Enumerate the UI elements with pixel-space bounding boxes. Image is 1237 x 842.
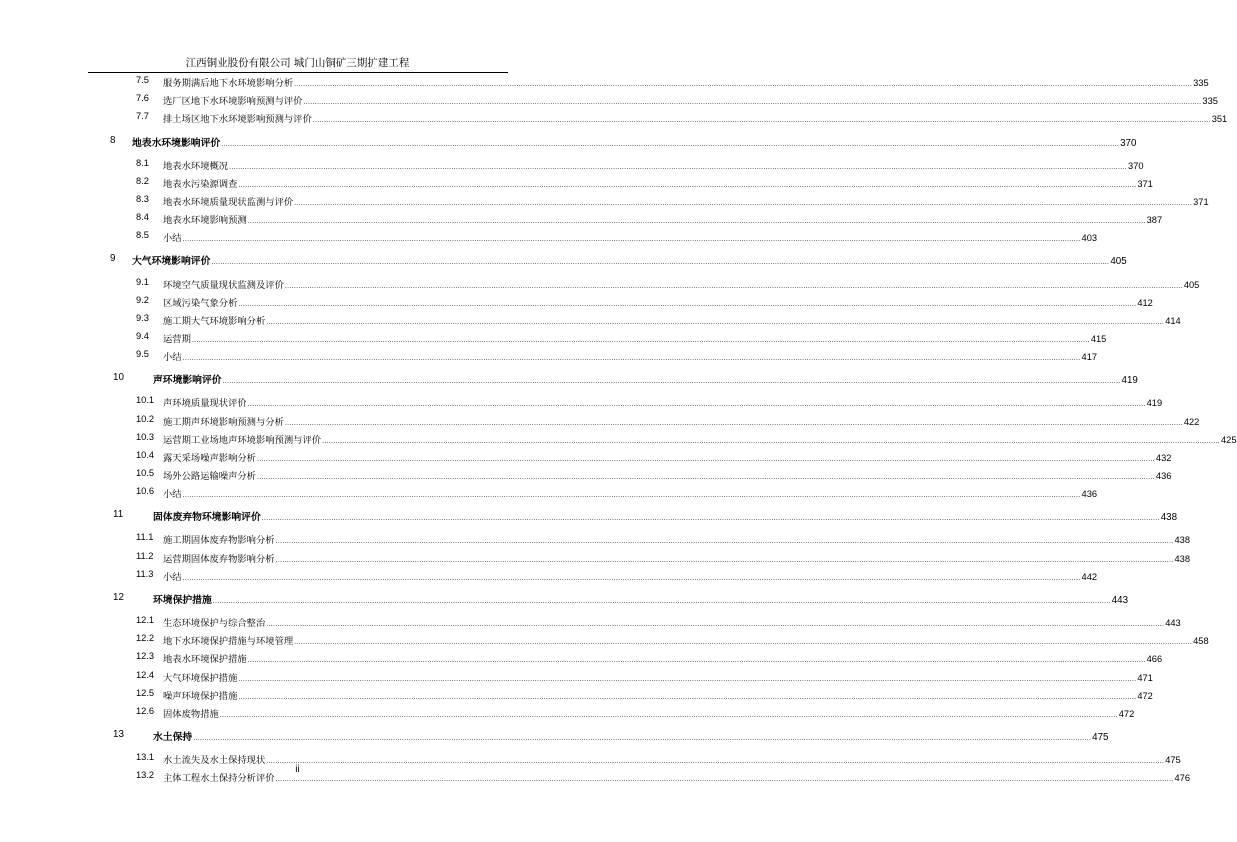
toc-entry-number: 10 bbox=[113, 372, 124, 384]
toc-entry-line bbox=[132, 135, 1137, 149]
toc-entry-number: 13.1 bbox=[136, 752, 155, 763]
toc-entry-title: 水土流失及水土保持现状 bbox=[163, 755, 266, 767]
toc-entry-number: 9.1 bbox=[136, 276, 149, 287]
toc-entry-page: 370 bbox=[1120, 137, 1137, 149]
toc-entry-number: 9.4 bbox=[136, 330, 149, 341]
toc-entry-title: 声环境质量现状评价 bbox=[163, 398, 247, 410]
toc-section-entry[interactable] bbox=[0, 90, 1218, 108]
toc-entry-number: 12 bbox=[113, 591, 124, 603]
toc-section-entry[interactable] bbox=[0, 612, 1181, 630]
toc-entry-line bbox=[163, 651, 1163, 666]
toc-entry-title: 选厂区地下水环境影响预测与评价 bbox=[163, 96, 303, 108]
toc-entry-number: 8.4 bbox=[136, 212, 149, 223]
dot-leader: ................................................................................................................................................................................................................................................................................................................................................................................................................ bbox=[238, 693, 1137, 701]
toc-entry-page: 475 bbox=[1092, 731, 1109, 743]
dot-leader: ................................................................................................................................................................................................................................................................................................................................................................................................................ bbox=[182, 574, 1081, 582]
toc-entry-number: 8 bbox=[110, 134, 116, 146]
toc-section-entry[interactable] bbox=[0, 411, 1200, 429]
toc-entry-line bbox=[163, 158, 1144, 172]
toc-entry-title: 排土场区地下水环境影响预测与评价 bbox=[163, 114, 312, 126]
toc-entry-page: 371 bbox=[1193, 196, 1209, 207]
dot-leader: ................................................................................................................................................................................................................................................................................................................................................................................................................ bbox=[284, 419, 1183, 427]
toc-entry-title: 运营期固体废弃物影响分析 bbox=[163, 553, 275, 565]
dot-leader: ................................................................................................................................................................................................................................................................................................................................................................................................................ bbox=[261, 515, 1160, 523]
toc-entry-number: 11.3 bbox=[136, 568, 154, 579]
toc-entry-line bbox=[163, 670, 1153, 684]
toc-section-entry[interactable] bbox=[0, 392, 1163, 410]
toc-entry-page: 371 bbox=[1137, 178, 1153, 189]
toc-entry-title: 地表水环境保护措施 bbox=[163, 654, 247, 666]
toc-entry-number: 10.6 bbox=[136, 486, 155, 497]
toc-entry-title: 运营期工业场地声环境影响预测与评价 bbox=[163, 434, 322, 446]
toc-entry-page: 412 bbox=[1137, 297, 1153, 308]
toc-entry-title: 主体工程水土保持分析评价 bbox=[163, 773, 275, 785]
dot-leader: ................................................................................................................................................................................................................................................................................................................................................................................................................ bbox=[247, 657, 1146, 665]
toc-entry-line bbox=[153, 729, 1109, 743]
toc-entry-page: 443 bbox=[1165, 618, 1181, 628]
dot-leader: ................................................................................................................................................................................................................................................................................................................................................................................................................ bbox=[322, 437, 1220, 445]
toc-entry-page: 425 bbox=[1221, 434, 1237, 445]
toc-entry-title: 运营期 bbox=[163, 333, 191, 345]
toc-entry-number: 13 bbox=[113, 728, 124, 740]
toc-entry-title: 生态环境保护与综合整治 bbox=[163, 618, 266, 629]
toc-entry-line bbox=[163, 277, 1200, 291]
toc-section-entry[interactable] bbox=[0, 447, 1172, 465]
toc-entry-line bbox=[163, 551, 1191, 565]
toc-section-entry[interactable] bbox=[0, 630, 1209, 648]
toc-entry-title: 地下水环境保护措施与环境管理 bbox=[163, 636, 294, 648]
toc-entry-page: 351 bbox=[1211, 114, 1228, 125]
toc-entry-line bbox=[163, 111, 1228, 126]
toc-section-entry[interactable] bbox=[0, 648, 1163, 666]
toc-chapter-entry[interactable] bbox=[0, 250, 1127, 268]
toc-section-entry[interactable] bbox=[0, 72, 1209, 90]
dot-leader: ................................................................................................................................................................................................................................................................................................................................................................................................................ bbox=[294, 199, 1193, 207]
toc-entry-line bbox=[163, 450, 1172, 464]
toc-entry-line bbox=[163, 706, 1135, 720]
toc-entry-line bbox=[163, 75, 1209, 89]
toc-entry-line bbox=[163, 230, 1098, 245]
dot-leader: ................................................................................................................................................................................................................................................................................................................................................................................................................ bbox=[191, 336, 1090, 344]
dot-leader: ................................................................................................................................................................................................................................................................................................................................................................................................................ bbox=[294, 81, 1193, 88]
dot-leader: ................................................................................................................................................................................................................................................................................................................................................................................................................ bbox=[247, 401, 1146, 409]
dot-leader: ................................................................................................................................................................................................................................................................................................................................................................................................................ bbox=[266, 318, 1165, 326]
toc-entry-page: 476 bbox=[1174, 773, 1191, 784]
toc-entry-number: 9.2 bbox=[136, 294, 149, 305]
toc-entry-number: 9.5 bbox=[136, 349, 149, 360]
toc-entry-title: 小结 bbox=[163, 489, 182, 501]
toc-entry-line bbox=[163, 212, 1163, 227]
toc-entry-number: 7.7 bbox=[136, 111, 149, 122]
toc-entry-line bbox=[163, 633, 1209, 648]
dot-leader: ................................................................................................................................................................................................................................................................................................................................................................................................................ bbox=[238, 181, 1137, 189]
toc-entry-title: 施工期固体废弃物影响分析 bbox=[163, 535, 275, 547]
dot-leader: ................................................................................................................................................................................................................................................................................................................................................................................................................ bbox=[182, 236, 1081, 244]
toc-entry-page: 403 bbox=[1081, 233, 1098, 244]
dot-leader: ................................................................................................................................................................................................................................................................................................................................................................................................................ bbox=[247, 218, 1146, 226]
dot-leader: ................................................................................................................................................................................................................................................................................................................................................................................................................ bbox=[256, 455, 1155, 463]
toc-chapter-entry[interactable] bbox=[0, 506, 1178, 524]
toc-entry-line bbox=[163, 295, 1153, 309]
toc-entry-title: 地表水污染源调查 bbox=[163, 178, 238, 190]
toc-entry-number: 8.2 bbox=[136, 175, 149, 186]
toc-entry-title: 大气环境保护措施 bbox=[163, 672, 238, 684]
toc-entry-title: 区域污染气象分析 bbox=[163, 297, 238, 309]
toc-entry-page: 387 bbox=[1146, 215, 1163, 226]
toc-entry-title: 环境空气质量现状监测及评价 bbox=[163, 279, 284, 291]
toc-entry-title: 地表水环境影响预测 bbox=[163, 215, 247, 227]
toc-entry-page: 458 bbox=[1193, 636, 1209, 647]
toc-entry-line bbox=[163, 532, 1191, 547]
toc-entry-title: 固体废物措施 bbox=[163, 708, 219, 720]
toc-entry-line bbox=[163, 615, 1181, 629]
toc-entry-line bbox=[153, 509, 1178, 524]
toc-entry-line bbox=[132, 253, 1127, 268]
toc-entry-title: 地表水环境影响评价 bbox=[132, 137, 221, 149]
dot-leader: ................................................................................................................................................................................................................................................................................................................................................................................................................ bbox=[222, 378, 1121, 386]
toc-entry-title: 环境保护措施 bbox=[153, 594, 212, 606]
toc-entry-number: 12.6 bbox=[136, 705, 155, 716]
toc-entry-number: 12.1 bbox=[136, 615, 155, 625]
toc-entry-line bbox=[163, 194, 1209, 208]
toc-entry-number: 10.5 bbox=[136, 468, 155, 478]
toc-entry-number: 12.4 bbox=[136, 669, 155, 680]
toc-entry-page: 405 bbox=[1183, 279, 1200, 290]
toc-section-entry[interactable] bbox=[0, 227, 1098, 245]
toc-entry-number: 12.5 bbox=[136, 687, 155, 698]
toc-section-entry[interactable] bbox=[0, 667, 1153, 685]
dot-leader: ................................................................................................................................................................................................................................................................................................................................................................................................................ bbox=[229, 163, 1128, 171]
dot-leader: ................................................................................................................................................................................................................................................................................................................................................................................................................ bbox=[256, 474, 1155, 481]
toc-section-entry[interactable] bbox=[0, 346, 1098, 364]
toc-entry-line bbox=[163, 349, 1098, 364]
toc-entry-title: 服务期满后地下水环境影响分析 bbox=[163, 78, 294, 89]
toc-entry-line bbox=[163, 688, 1153, 702]
toc-entry-page: 415 bbox=[1090, 333, 1107, 344]
dot-leader: ................................................................................................................................................................................................................................................................................................................................................................................................................ bbox=[275, 556, 1174, 564]
page-number: ii bbox=[295, 764, 300, 775]
toc-entry-page: 466 bbox=[1146, 654, 1163, 665]
toc-entry-title: 水土保持 bbox=[153, 731, 193, 743]
toc-entry-number: 10.1 bbox=[136, 395, 155, 406]
toc-entry-page: 405 bbox=[1110, 256, 1127, 268]
toc-entry-page: 370 bbox=[1128, 160, 1144, 171]
dot-leader: ................................................................................................................................................................................................................................................................................................................................................................................................................ bbox=[284, 282, 1183, 290]
toc-entry-number: 9 bbox=[110, 253, 116, 265]
toc-entry-page: 442 bbox=[1081, 571, 1098, 582]
toc-entry-page: 472 bbox=[1137, 690, 1153, 701]
toc-entry-page: 436 bbox=[1081, 489, 1098, 500]
dot-leader: ................................................................................................................................................................................................................................................................................................................................................................................................................ bbox=[238, 675, 1137, 683]
toc-entry-title: 大气环境影响评价 bbox=[132, 256, 211, 268]
toc-entry-title: 地表水环境概况 bbox=[163, 160, 229, 172]
toc-entry-page: 438 bbox=[1174, 553, 1191, 564]
dot-leader: ................................................................................................................................................................................................................................................................................................................................................................................................................ bbox=[266, 621, 1165, 628]
dot-leader: ................................................................................................................................................................................................................................................................................................................................................................................................................ bbox=[312, 117, 1211, 125]
toc-entry-number: 10.4 bbox=[136, 449, 155, 460]
toc-entry-number: 11.1 bbox=[136, 532, 154, 543]
toc-section-entry[interactable] bbox=[0, 685, 1153, 703]
toc-section-entry[interactable] bbox=[0, 703, 1135, 721]
dot-leader: ................................................................................................................................................................................................................................................................................................................................................................................................................ bbox=[219, 711, 1118, 719]
toc-entry-number: 11 bbox=[113, 509, 124, 521]
toc-entry-page: 422 bbox=[1183, 416, 1200, 427]
toc-entry-line bbox=[163, 569, 1098, 583]
toc-entry-number: 11.2 bbox=[136, 550, 154, 561]
toc-entry-number: 10.3 bbox=[136, 431, 155, 442]
toc-chapter-entry[interactable] bbox=[0, 132, 1137, 150]
toc-entry-line bbox=[163, 468, 1172, 482]
toc-entry-page: 432 bbox=[1155, 452, 1172, 463]
toc-entry-number: 13.2 bbox=[136, 770, 155, 781]
toc-entry-title: 施工期大气环境影响分析 bbox=[163, 315, 266, 327]
toc-entry-title: 露天采场噪声影响分析 bbox=[163, 452, 256, 464]
dot-leader: ................................................................................................................................................................................................................................................................................................................................................................................................................ bbox=[275, 538, 1174, 546]
toc-entry-page: 419 bbox=[1121, 375, 1138, 387]
toc-entry-number: 12.2 bbox=[136, 633, 155, 644]
toc-chapter-entry[interactable] bbox=[0, 589, 1129, 607]
toc-section-entry[interactable] bbox=[0, 429, 1237, 447]
toc-chapter-entry[interactable] bbox=[0, 369, 1138, 387]
dot-leader: ................................................................................................................................................................................................................................................................................................................................................................................................................ bbox=[211, 259, 1110, 267]
toc-entry-line bbox=[163, 414, 1200, 428]
toc-entry-page: 417 bbox=[1081, 352, 1098, 363]
toc-section-entry[interactable] bbox=[0, 155, 1144, 173]
toc-entry-title: 施工期声环境影响预测与分析 bbox=[163, 416, 284, 428]
dot-leader: ................................................................................................................................................................................................................................................................................................................................................................................................................ bbox=[193, 734, 1092, 742]
toc-entry-number: 8.5 bbox=[136, 230, 149, 241]
toc-entry-page: 335 bbox=[1202, 96, 1218, 107]
toc-entry-number: 8.3 bbox=[136, 193, 149, 204]
toc-entry-page: 475 bbox=[1165, 755, 1181, 766]
toc-entry-number: 10.2 bbox=[136, 413, 155, 424]
toc-entry-title: 小结 bbox=[163, 233, 182, 245]
toc-entry-line bbox=[163, 176, 1153, 190]
toc-section-entry[interactable] bbox=[0, 108, 1228, 126]
toc-entry-title: 地表水环境质量现状监测与评价 bbox=[163, 196, 294, 208]
toc-entry-title: 固体废弃物环境影响评价 bbox=[153, 512, 261, 524]
dot-leader: ................................................................................................................................................................................................................................................................................................................................................................................................................ bbox=[238, 300, 1137, 308]
toc-entry-title: 小结 bbox=[163, 352, 182, 364]
dot-leader: ................................................................................................................................................................................................................................................................................................................................................................................................................ bbox=[221, 140, 1120, 148]
toc-section-entry[interactable] bbox=[0, 209, 1163, 227]
toc-section-entry[interactable] bbox=[0, 310, 1181, 328]
toc-entry-title: 场外公路运输噪声分析 bbox=[163, 471, 256, 482]
toc-section-entry[interactable] bbox=[0, 529, 1191, 547]
dot-leader: ................................................................................................................................................................................................................................................................................................................................................................................................................ bbox=[294, 639, 1193, 647]
toc-section-entry[interactable] bbox=[0, 566, 1098, 584]
toc-chapter-entry[interactable] bbox=[0, 726, 1109, 744]
dot-leader: ................................................................................................................................................................................................................................................................................................................................................................................................................ bbox=[182, 492, 1081, 500]
toc-section-entry[interactable] bbox=[0, 465, 1172, 483]
toc-entry-line bbox=[163, 486, 1098, 501]
toc-entry-page: 436 bbox=[1155, 471, 1172, 481]
toc-section-entry[interactable] bbox=[0, 274, 1200, 292]
dot-leader: ................................................................................................................................................................................................................................................................................................................................................................................................................ bbox=[266, 758, 1165, 766]
toc-entry-line bbox=[153, 592, 1129, 606]
toc-section-entry[interactable] bbox=[0, 483, 1098, 501]
toc-entry-line bbox=[163, 432, 1237, 446]
toc-entry-page: 471 bbox=[1137, 672, 1153, 683]
toc-entry-title: 声环境影响评价 bbox=[153, 375, 222, 387]
toc-entry-page: 438 bbox=[1160, 512, 1178, 524]
toc-entry-line bbox=[153, 372, 1138, 387]
toc-entry-page: 335 bbox=[1193, 78, 1209, 88]
toc-entry-title: 小结 bbox=[163, 571, 182, 583]
toc-section-entry[interactable] bbox=[0, 292, 1153, 310]
toc-entry-page: 443 bbox=[1111, 594, 1129, 606]
dot-leader: ................................................................................................................................................................................................................................................................................................................................................................................................................ bbox=[182, 355, 1081, 363]
dot-leader: ................................................................................................................................................................................................................................................................................................................................................................................................................ bbox=[212, 597, 1111, 605]
toc-entry-title: 噪声环境保护措施 bbox=[163, 690, 238, 702]
toc-entry-number: 12.3 bbox=[136, 651, 155, 662]
dot-leader: ................................................................................................................................................................................................................................................................................................................................................................................................................ bbox=[275, 776, 1174, 784]
toc-section-entry[interactable] bbox=[0, 548, 1191, 566]
toc-entry-number: 8.1 bbox=[136, 157, 149, 168]
toc-section-entry[interactable] bbox=[0, 328, 1107, 346]
toc-entry-line bbox=[163, 331, 1107, 345]
toc-entry-page: 472 bbox=[1118, 708, 1135, 719]
toc-entry-line bbox=[163, 93, 1218, 108]
toc-entry-line bbox=[163, 395, 1163, 410]
toc-entry-page: 438 bbox=[1174, 535, 1191, 546]
dot-leader: ................................................................................................................................................................................................................................................................................................................................................................................................................ bbox=[303, 99, 1202, 107]
running-header: 江西铜业股份有限公司 城门山铜矿三期扩建工程 bbox=[185, 57, 410, 69]
toc-entry-number: 9.3 bbox=[136, 312, 149, 323]
toc-section-entry[interactable] bbox=[0, 173, 1153, 191]
toc-entry-line bbox=[163, 313, 1181, 327]
toc-entry-page: 414 bbox=[1165, 315, 1181, 326]
toc-entry-page: 419 bbox=[1146, 398, 1163, 409]
toc-entry-number: 7.6 bbox=[136, 93, 149, 104]
toc-entry-number: 7.5 bbox=[136, 75, 149, 85]
toc-section-entry[interactable] bbox=[0, 191, 1209, 209]
